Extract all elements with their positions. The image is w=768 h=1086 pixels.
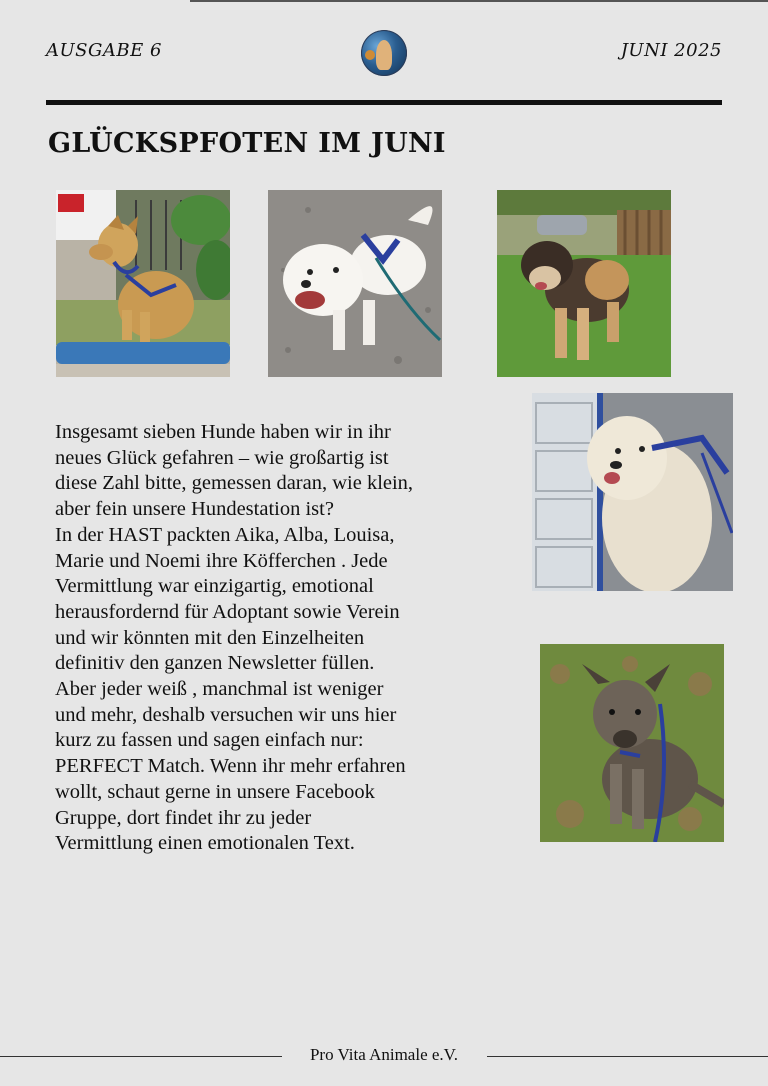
- organization-logo: [361, 30, 407, 76]
- issue-date: JUNI 2025: [620, 40, 722, 61]
- page-title: GLÜCKSPFOTEN IM JUNI: [48, 128, 446, 159]
- header-divider: [46, 100, 722, 105]
- dog-photo-white-blue-harness-gravel: [268, 190, 442, 377]
- dog-photo-tan-sitting-blue-harness: [56, 190, 230, 377]
- issue-label: AUSGABE 6: [46, 40, 162, 61]
- article-body: Insgesamt sieben Hunde haben wir in ihr neues Glück gefahren – wie großartig ist diese Zahl bitte, gemessen daran, wie klein, aber fein unsere Hundestation ist? In der HAST packten Aika, Alba, Louisa, Marie und Noemi ihre Köfferchen . Jede Vermittlung war einzigartig, emotional herausfordernd für Adoptant sowie Verein und wir könnten mit den Einzelheiten definitiv den ganzen Newsletter füllen. Aber jeder weiß , manchmal ist weniger und mehr, deshalb versuchen wir uns hier kurz zu fassen und sagen einfach nur: PERFECT Match. Wenn ihr mehr erfahren wollt, schaut gerne in unsere Facebook Gruppe, dort findet ihr zu jeder Vermittlung einen emotionalen Text.: [55, 421, 414, 855]
- footer-organization: Pro Vita Animale e.V.: [309, 1045, 459, 1064]
- top-rule: [190, 0, 768, 2]
- dog-photo-tricolor-fluffy-on-grass: [497, 190, 671, 377]
- dog-photo-cream-fluffy-blue-harness: [532, 393, 733, 591]
- footer-rule-right: [487, 1056, 768, 1057]
- dog-photo-brindle-puppy-on-grass: [540, 644, 724, 842]
